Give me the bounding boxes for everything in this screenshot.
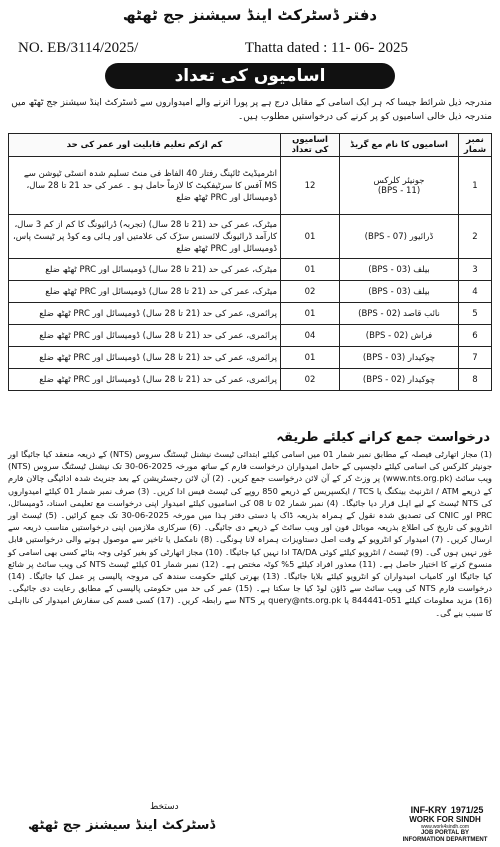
row-count: 01 (281, 215, 340, 259)
row-count: 01 (281, 347, 340, 369)
signatory-name: ڈسٹرکٹ اینڈ سیشنز جج ٹھٹھ (28, 818, 216, 833)
row-post: بیلف (BPS - 03) (340, 281, 459, 303)
row-qualification: میٹرک، عمر کی حد (21 تا 28 سال) (تجربہ) ڈرائیونگ کا کم از کم 3 سال، کارآمد ڈرائیونگ لائسنس سڑک کی علامتیں اور ہائی وے کوڈ پر ٹیسٹ پاس، ڈومیسائل اور PRC ٹھٹھ ضلع (9, 215, 281, 259)
row-post: چوکیدار (BPS - 02) (340, 369, 459, 391)
row-qualification: انٹرمیڈیٹ ٹائپنگ رفتار 40 الفاظ فی منٹ تسلیم شدہ انسٹی ٹیوشن سے MS آفس کا سرٹیفکیٹ کا لازماً حامل ہو ۔ عمر کی حد 21 تا 28 سال، ڈومیسائل اور PRC ٹھٹھ ضلع (9, 157, 281, 215)
issue-date: Thatta dated : 11- 06- 2025 (244, 40, 408, 56)
intro-paragraph: مندرجہ ذیل شرائط جیسا کہ ہر ایک اسامی کے مقابل درج ہے پر پورا اترنے والے امیدواروں سے ڈسٹرکٹ اینڈ سیشنز جج ٹھٹھ میں مندرجہ ذیل خالی اسامیوں کو پر کرنے کی درخواستیں مطلوب ہیں۔ (11, 98, 492, 122)
stamp-code-label: INF-KRY (410, 805, 447, 815)
reference-number: NO. EB/3114/2025/ (18, 40, 139, 56)
application-method-title: درخواست جمع کرانے کیلئے طریقہ (276, 430, 490, 445)
row-qualification: میٹرک، عمر کی حد (21 تا 28 سال) ڈومیسائل اور PRC ٹھٹھ ضلع (9, 259, 281, 281)
row-serial: 6 (459, 325, 492, 347)
row-count: 02 (281, 281, 340, 303)
table-row (9, 281, 492, 303)
table-row (9, 347, 492, 369)
table-row (9, 369, 492, 391)
row-count: 01 (281, 259, 340, 281)
stamp-code (402, 805, 488, 815)
table-row (9, 259, 492, 281)
table-row (9, 157, 492, 215)
row-qualification: پرائمری، عمر کی حد (21 تا 28 سال) ڈومیسائل اور PRC ٹھٹھ ضلع (9, 303, 281, 325)
table-row (9, 303, 492, 325)
stamp-code-number: 1971/25 (450, 805, 484, 815)
table-row (9, 325, 492, 347)
row-post: چوکیدار (BPS - 03) (340, 347, 459, 369)
row-serial: 2 (459, 215, 492, 259)
row-serial: 1 (459, 157, 492, 215)
row-qualification: پرائمری، عمر کی حد (21 تا 28 سال) ڈومیسائل اور PRC ٹھٹھ ضلع (9, 347, 281, 369)
header-serial: نمبر شمار (459, 134, 492, 157)
information-department-stamp (402, 805, 488, 844)
row-post-grade: (BPS - 11) (377, 185, 421, 196)
closing-block (0, 802, 500, 842)
signature-label: دستخط (150, 802, 179, 812)
row-qualification: پرائمری، عمر کی حد (21 تا 28 سال) ڈومیسائل اور PRC ٹھٹھ ضلع (9, 369, 281, 391)
row-post: ڈرائیور (BPS - 07) (340, 215, 459, 259)
row-qualification: میٹرک، عمر کی حد (21 تا 28 سال) ڈومیسائل اور PRC ٹھٹھ ضلع (9, 281, 281, 303)
row-post: فراش (BPS - 02) (340, 325, 459, 347)
header-qualification: کم ازکم تعلیم قابلیت اور عمر کی حد (9, 134, 281, 157)
row-post: بیلف (BPS - 03) (340, 259, 459, 281)
header-count: اسامیوں کی تعداد (281, 134, 340, 157)
header-post: اسامیوں کا نام مع گریڈ (340, 134, 459, 157)
row-serial: 7 (459, 347, 492, 369)
office-header: دفتر ڈسٹرکٹ اینڈ سیشنز جج ٹھٹھ (122, 6, 378, 24)
application-method-text: (1) مجاز اتھارٹی فیصلہ کے مطابق نمبر شمار 01 میں اسامی کیلئے ابتدائی ٹیسٹ نیشنل ٹیسٹنگ سروس (NTS) کے ذریعہ منعقد کیا جائیگا اور جونیئر کلرکس کی اسامی کیلئے دلچسپی کے حامل امیدواران درخواست فارم کے ساتھ مورخہ 2025-06-30 تک نیشنل ٹیسٹنگ سروس (NTS) ویب سائٹ (www.nts.org.pk) پر وزٹ کر کے آن لائن درخواست جمع کریں۔ (2) آن لائن رجسٹریشن کے بعد جنریٹ شدہ ادائیگی چالان فارم کے ذریعے ATM / انٹرنیٹ بینکنگ یا TCS / ایکسپریس کے ذریعے 850 روپے کی ٹیسٹ فیس ادا کریں۔ (3) صرف نمبر شمار 01 کیلئے امیدواروں کی NTS ٹیسٹ کے لیے اہل قرار دیا جائیگا۔ (4) نمبر شمار 02 تا 08 کی اسامیوں کیلئے امیدوار اپنی درخواست مع تعلیمی اسناد، ڈومیسائل، PRC اور CNIC کی تصدیق شدہ نقول کے ہمراہ بذریعہ ڈاک یا دستی دفتر ہذا میں مورخہ 2025-06-30 تک جمع کرائیں۔ (5) ٹیسٹ اور انٹرویو کی تاریخ کی اطلاع بذریعہ موبائل فون اور ویب سائٹ کے ذریعے دی جائیگی۔ (6) سرکاری ملازمین اپنی درخواستیں مناسب ذریعہ سے ارسال کریں۔ (7) امیدوار کو انٹرویو کے وقت اصل دستاویزات ہمراہ لانا ہونگی۔ (8) نامکمل یا تاخیر سے موصول ہونے والی درخواستیں قابل غور نہیں ہوں گی۔ (9) ٹیسٹ / انٹرویو کیلئے کوئی TA/DA ادا نہیں کیا جائیگا۔ (10) مجاز اتھارٹی کو بغیر کوئی وجہ بتائے کسی بھی اسامی کو منسوخ کرنے کا اختیار حاصل ہے۔ (11) معذور افراد کیلئے 5% کوٹہ مختص ہے۔ (12) نمبر شمار 01 کیلئے ٹیسٹ NTS کی ویب سائٹ پر شائع کیا جائیگا اور کامیاب امیدواران کو انٹرویو کیلئے بلایا جائیگا۔ (13) بھرتی کیلئے حکومت سندھ کی مروجہ پالیسی پر عمل کیا جائیگا۔ (14) درخواست فارم NTS کی ویب سائٹ سے ڈاؤن لوڈ کیا جا سکتا ہے۔ (15) عمر کی حد میں حکومتی پالیسی کے مطابق رعایت دی جائیگی۔ (16) مزید معلومات کیلئے 051-844441 یا query@nts.org.pk پر NTS سے رابطہ کریں۔ (17) کسی قسم کی سفارش امیدوار کی نااہلی کا سبب بنے گی۔ (8, 449, 493, 618)
row-count: 01 (281, 303, 340, 325)
posts-banner: اسامیوں کی تعداد (105, 63, 395, 89)
row-serial: 4 (459, 281, 492, 303)
row-serial: 5 (459, 303, 492, 325)
stamp-website: www.work4sindh.com (420, 824, 470, 830)
row-count: 04 (281, 325, 340, 347)
posts-table-header (9, 134, 492, 157)
stamp-brand: WORK FOR SINDH (409, 815, 481, 824)
stamp-portal: JOB PORTAL BY INFORMATION DEPARTMENT (402, 830, 488, 843)
posts-table (8, 133, 492, 391)
table-row (9, 215, 492, 259)
row-serial: 8 (459, 369, 492, 391)
row-post (340, 157, 459, 215)
row-count: 12 (281, 157, 340, 215)
row-post-name: جونیئر کلرکس (373, 175, 425, 186)
row-qualification: پرائمری، عمر کی حد (21 تا 28 سال) ڈومیسائل اور PRC ٹھٹھ ضلع (9, 325, 281, 347)
row-count: 02 (281, 369, 340, 391)
row-post: نائب قاصد (BPS - 02) (340, 303, 459, 325)
row-serial: 3 (459, 259, 492, 281)
